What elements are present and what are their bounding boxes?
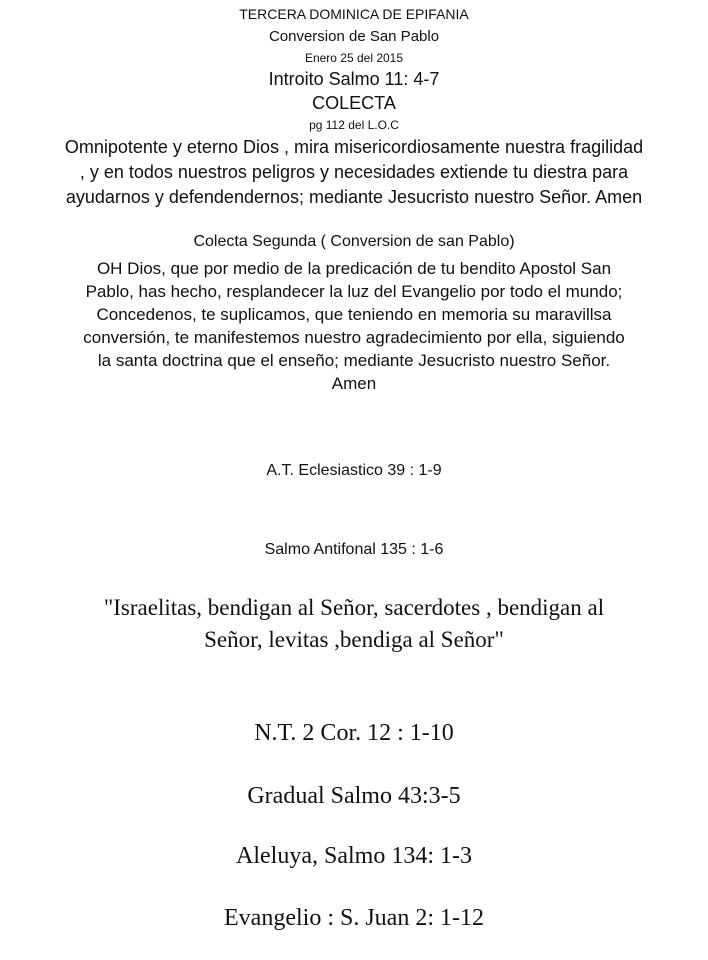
second-collect-line: Concedenos, te suplicamos, que teniendo en memoria su maravillsa [96,305,612,324]
antiphon-text [0,592,708,656]
second-collect-line: la santa doctrina que el enseño; mediante Jesucristo nuestro Señor. [97,351,611,370]
gradual-reading: Gradual Salmo 43:3-5 [247,783,461,809]
service-date: Enero 25 del 2015 [304,51,404,65]
second-collect-text [0,257,708,395]
second-collect-heading: Colecta Segunda ( Conversion de san Pablo) [193,233,515,250]
gospel-reading: Evangelio : S. Juan 2: 1-12 [224,905,484,931]
collect-text [0,135,708,210]
alleluia-reading: Aleluya, Salmo 134: 1-3 [236,843,472,869]
collect-line: Omnipotente y eterno Dios , mira misericordiosamente nuestra fragilidad [64,137,644,157]
collect-line: , y en todos nuestros peligros y necesidades extiende tu diestra para [79,162,629,182]
second-collect-line: Pablo, has hecho, resplandecer la luz del Evangelio por todo el mundo; [85,282,623,301]
page-title: TERCERA DOMINICA DE EPIFANIA [239,6,469,22]
new-testament-reading: N.T. 2 Cor. 12 : 1-10 [254,720,454,746]
collect-line: ayudarnos y defendendernos; mediante Jesucristo nuestro Señor. Amen [65,187,643,207]
second-collect-line: Amen [331,374,377,393]
antiphon-line: Señor, levitas ,bendiga al Señor" [204,627,504,652]
introit-reference: Introito Salmo 11: 4-7 [268,69,440,89]
old-testament-reading: A.T. Eclesiastico 39 : 1-9 [266,462,442,479]
page-subtitle: Conversion de San Pablo [268,28,440,45]
antiphon-line: "Israelitas, bendigan al Señor, sacerdotes , bendigan al [103,595,605,620]
page-reference: pg 112 del L.O.C [309,118,399,132]
collect-heading: COLECTA [312,93,396,113]
psalm-reading: Salmo Antifonal 135 : 1-6 [264,541,444,558]
second-collect-line: conversión, te manifestemos nuestro agradecimiento por ella, siguiendo [83,328,625,347]
second-collect-line: OH Dios, que por medio de la predicación de tu bendito Apostol San [96,259,612,278]
